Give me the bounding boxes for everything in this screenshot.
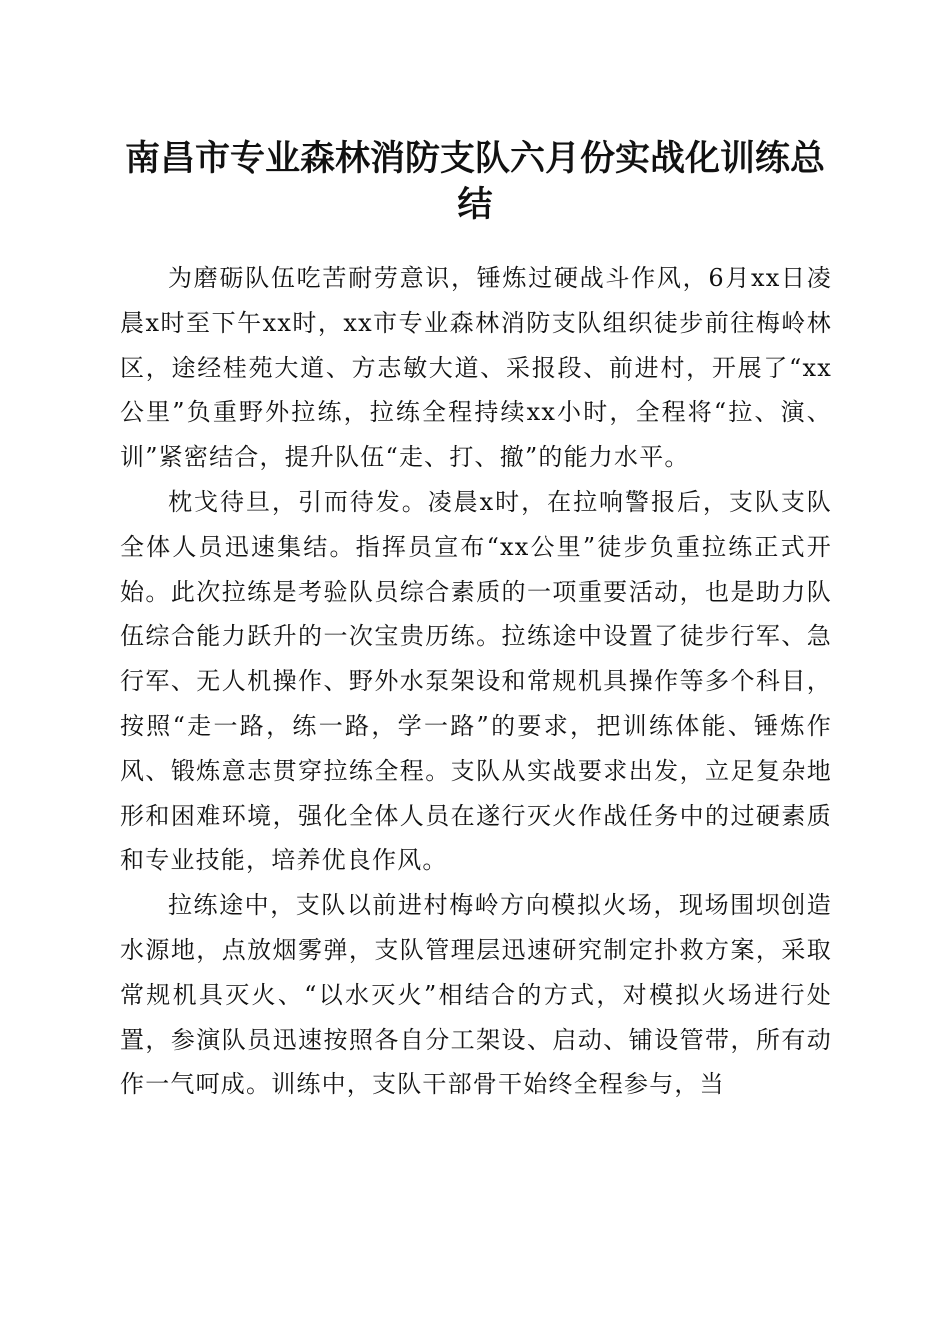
document-body — [120, 256, 832, 1107]
paragraph-3: 拉练途中，支队以前进村梅岭方向模拟火场，现场围坝创造水源地，点放烟雾弹，支队管理层迅速研究制定扑救方案，采取常规机具灭火、“以水灭火”相结合的方式，对模拟火场进行处置，参演队员迅速按照各自分工架设、启动、铺设管带，所有动作一气呵成。训练中，支队干部骨干始终全程参与，当 — [120, 891, 832, 1099]
document-title: 南昌市专业森林消防支队六月份实战化训练总结 — [124, 138, 825, 225]
paragraph-2: 枕戈待旦，引而待发。凌晨x时，在拉响警报后，支队支队全体人员迅速集结。指挥员宣布“xx公里”徒步负重拉练正式开始。此次拉练是考验队员综合素质的一项重要活动，也是助力队伍综合能力跃升的一次宝贵历练。拉练途中设置了徒步行军、急行军、无人机操作、野外水泵架设和常规机具操作等多个科目，按照“走一路，练一路，学一路”的要求，把训练体能、锤炼作风、锻炼意志贯穿拉练全程。支队从实战要求出发，立足复杂地形和困难环境，强化全体人员在遂行灭火作战任务中的过硬素质和专业技能，培养优良作风。 — [120, 487, 832, 875]
paragraph-1: 为磨砺队伍吃苦耐劳意识，锤炼过硬战斗作风，6月xx日凌晨x时至下午xx时，xx市专业森林消防支队组织徒步前往梅岭林区，途经桂苑大道、方志敏大道、采报段、前进村，开展了“xx公里”负重野外拉练，拉练全程持续xx小时，全程将“拉、演、训”紧密结合，提升队伍“走、打、撤”的能力水平。 — [120, 264, 832, 472]
